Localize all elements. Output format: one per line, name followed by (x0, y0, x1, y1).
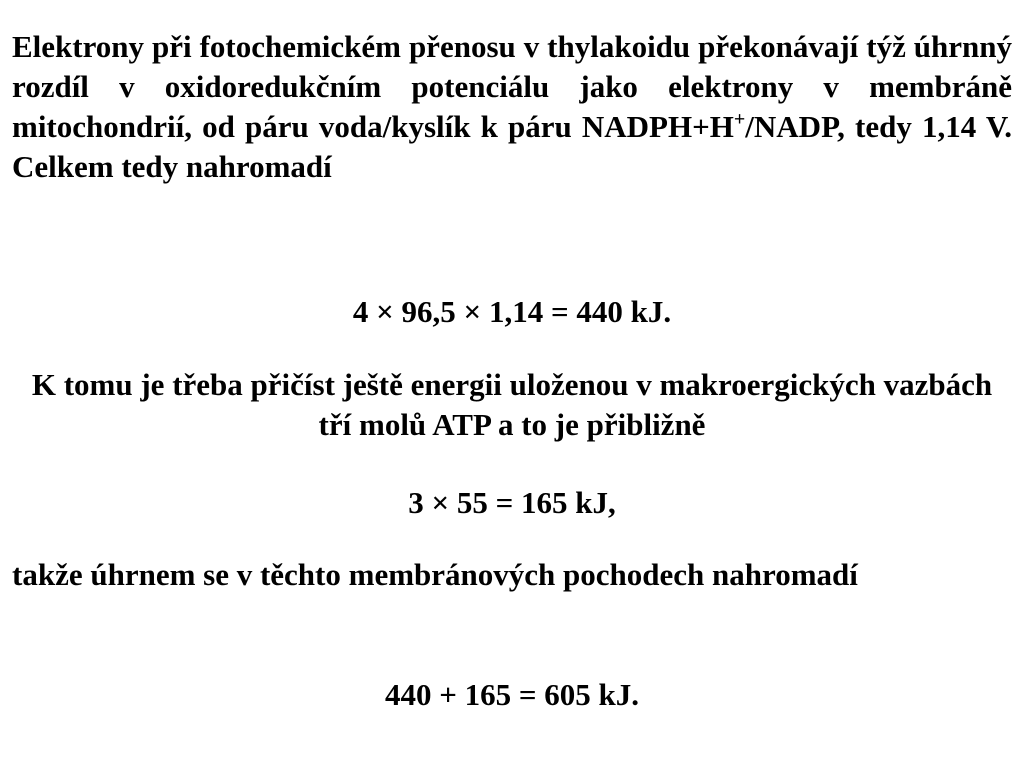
paragraph-total-energy: takže úhrnem se v těchto membránových pochodech nahromadí (12, 557, 858, 592)
paragraph-atp-energy: K tomu je třeba přičíst ještě energii uloženou v makroergických vazbách tří molů ATP a to je přibližně (31, 367, 993, 442)
equation-redox-energy: 4 × 96,5 × 1,14 = 440 kJ. (352, 294, 672, 329)
equation-total-energy: 440 + 165 = 605 kJ. (384, 677, 640, 712)
superscript-plus: + (733, 108, 746, 131)
paragraph-electron-transfer-text-start: Elektrony při fotochemickém přenosu v thylakoidu překonávají týž úhrnný rozdíl v oxidoredukčním potenciálu jako elektrony v membráně mitochondrií, od páru voda/kyslík k páru NADPH+H (12, 29, 1012, 144)
equation-atp-energy: 3 × 55 = 165 kJ, (408, 485, 616, 520)
paragraph-electron-transfer (12, 27, 1012, 187)
paragraph-electron-transfer-text-end: /NADP, tedy 1,14 V. Celkem tedy nahromadí (12, 109, 1012, 184)
